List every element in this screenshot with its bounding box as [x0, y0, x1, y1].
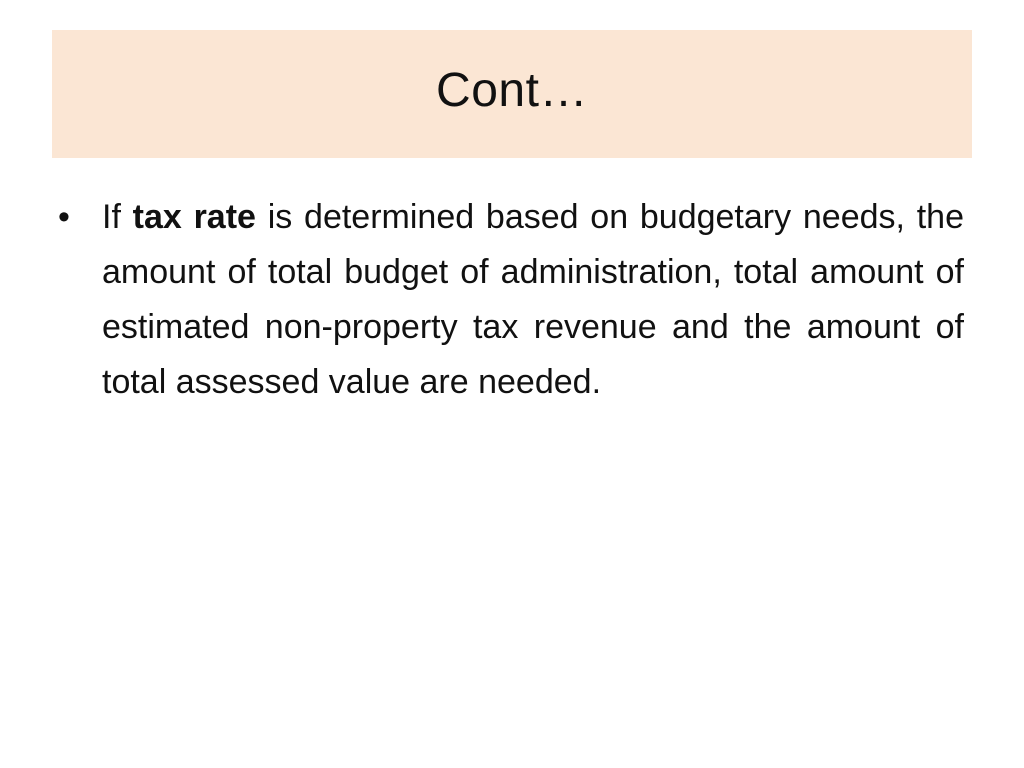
title-band — [52, 30, 972, 158]
bullet-list — [58, 190, 964, 410]
slide-title: Cont… — [436, 63, 588, 117]
bullet-item — [58, 190, 964, 410]
bullet-text-after: is determined based on budgetary needs, the amount of total budget of administration, total amount of estimated non-property tax revenue and the amount of total assessed value are needed. — [102, 198, 964, 401]
bullet-emphasis: tax rate — [132, 198, 256, 236]
bullet-marker: • — [58, 198, 70, 236]
bullet-text-before: If — [102, 198, 133, 236]
